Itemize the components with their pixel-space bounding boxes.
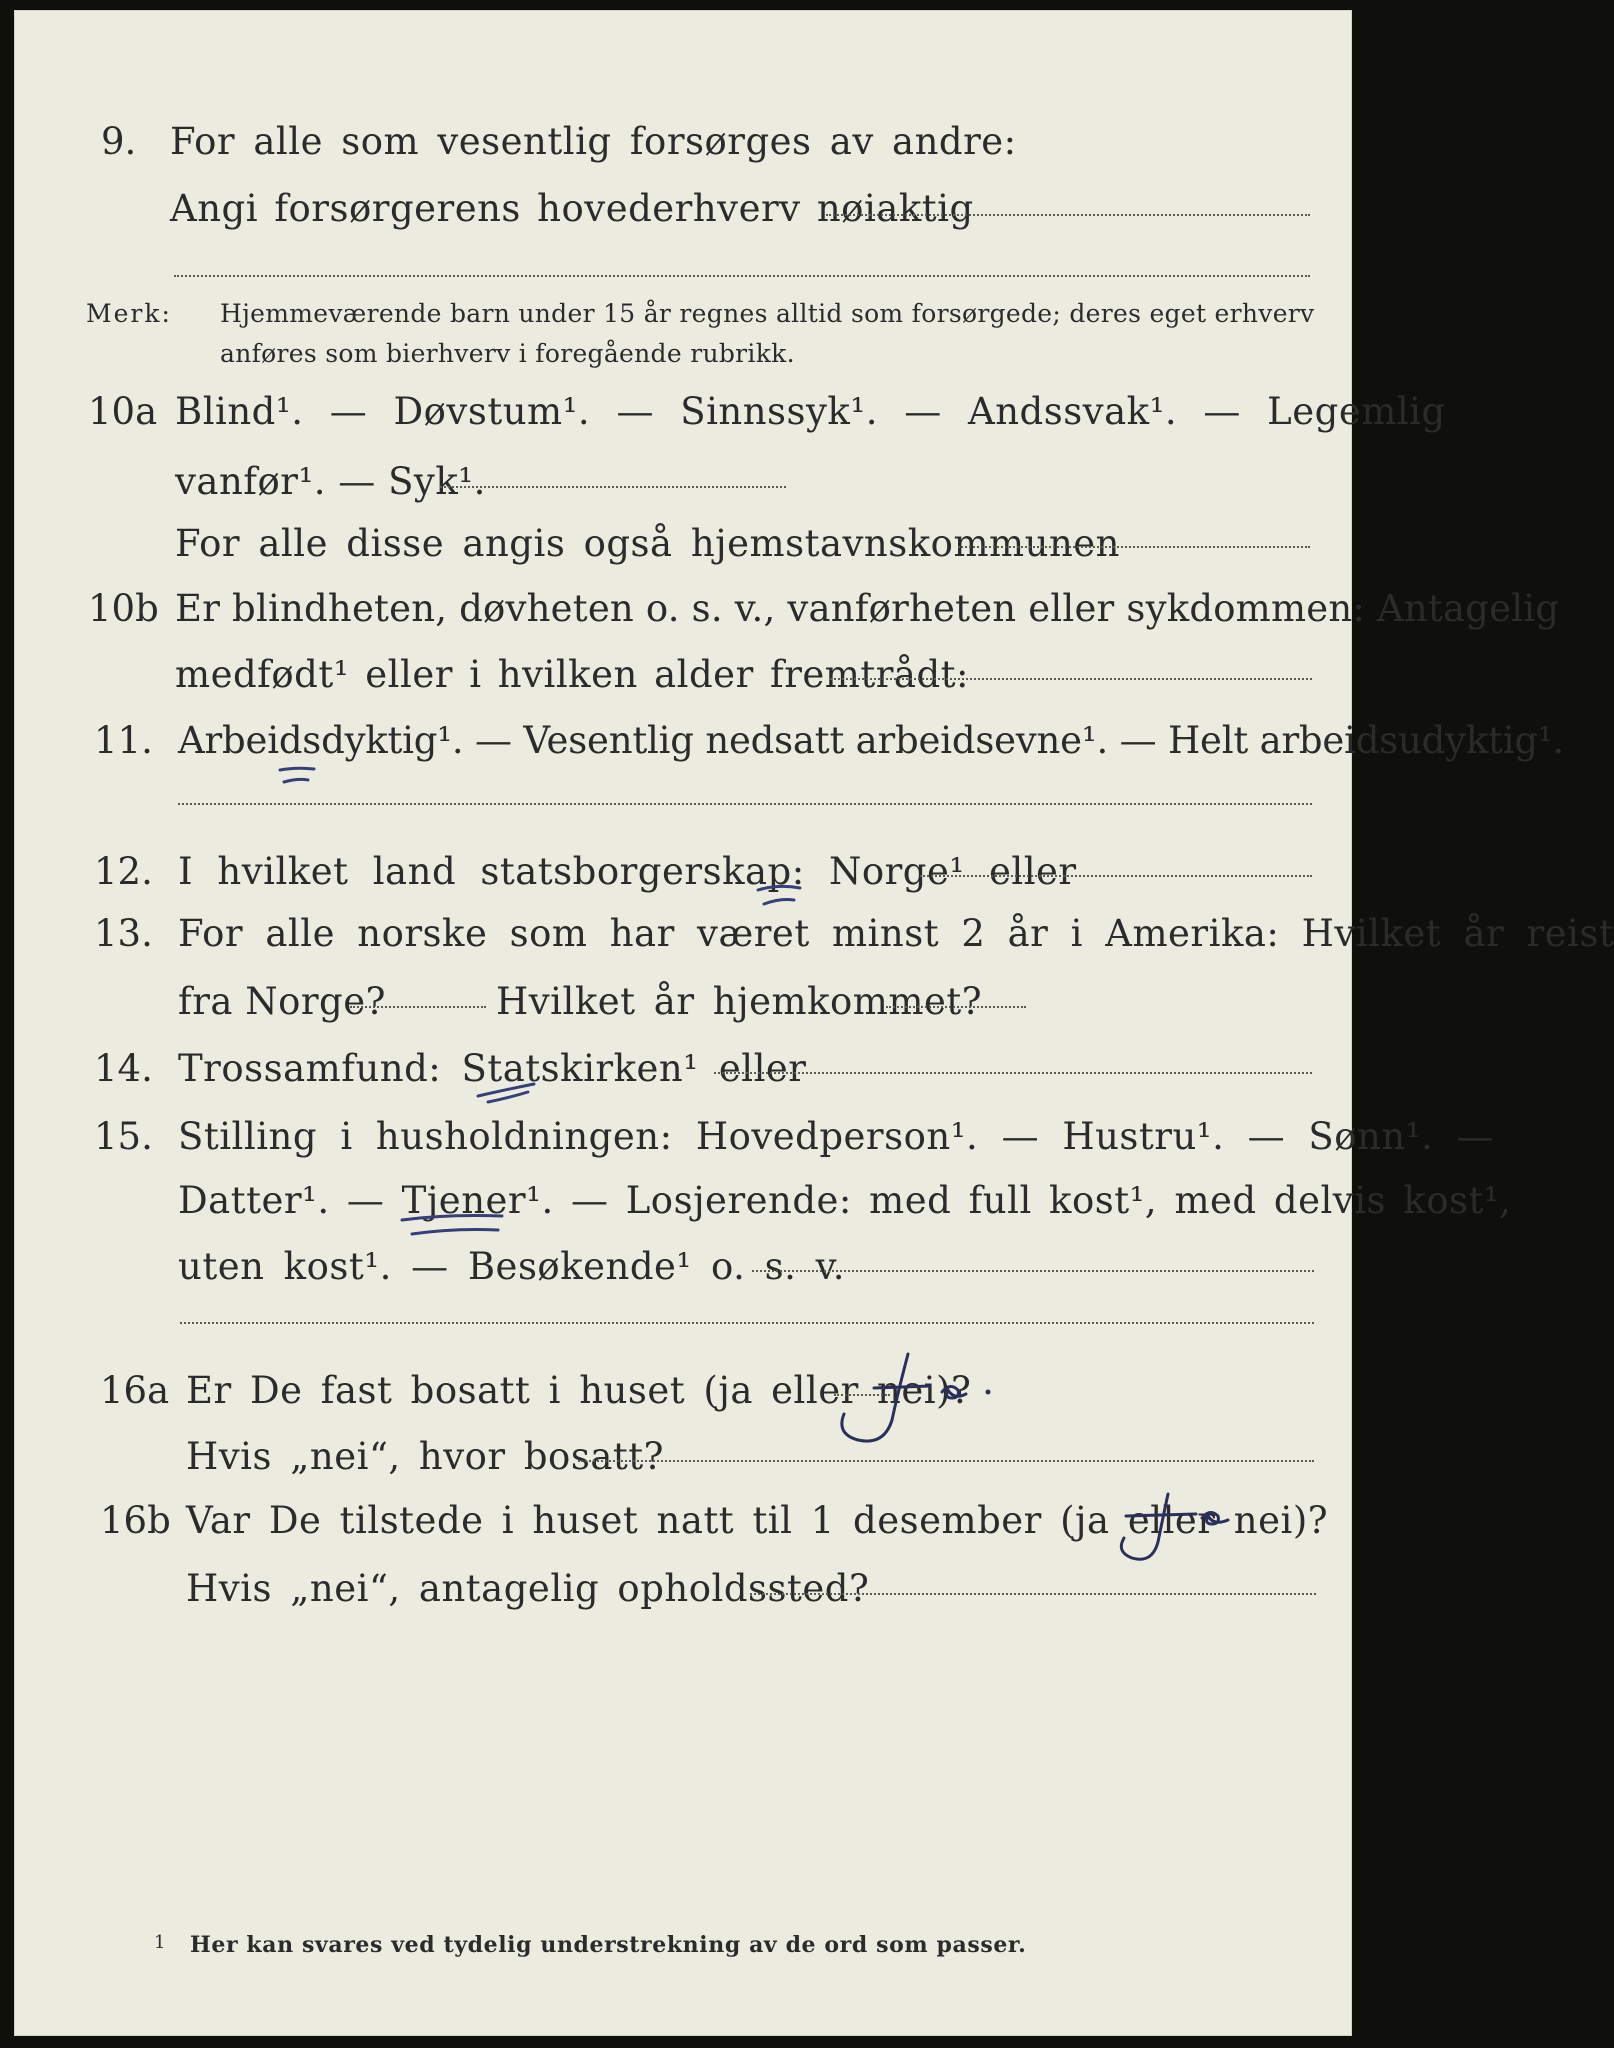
q16b-line2: Hvis „nei“, antagelig opholdssted? — [186, 1567, 870, 1610]
q10b-line2: medfødt¹ eller i hvilken alder fremtrådt: — [175, 653, 970, 696]
q13-line1: For alle norske som har været minst 2 år i Amerika: Hvilket år reist — [178, 912, 1614, 955]
q12-number: 12. — [94, 850, 153, 893]
q16a-number: 16a — [100, 1369, 170, 1412]
q10b-answer-line — [830, 678, 1312, 680]
note-label: Merk: — [86, 299, 172, 328]
q11-underline-mark — [274, 762, 324, 790]
q12-answer-line — [920, 875, 1312, 877]
q15-answer-line-2 — [180, 1322, 1314, 1324]
q14-line1: Trossamfund: Statskirken¹ eller — [178, 1047, 807, 1090]
q11-line1: Arbeidsdyktig¹. — Vesentlig nedsatt arbeidsevne¹. — Helt arbeidsudyktig¹. — [178, 719, 1565, 762]
q9-line1: For alle som vesentlig forsørges av andre: — [170, 120, 1017, 163]
q16a-line2: Hvis „nei“, hvor bosatt? — [186, 1435, 664, 1478]
q16a-answer-line — [578, 1460, 1314, 1462]
q16b-answer-handwriting — [1104, 1488, 1274, 1578]
q11-number: 11. — [94, 719, 153, 762]
q9-answer-line-2 — [174, 275, 1310, 277]
q15-line1: Stilling i husholdningen: Hovedperson¹. — Hustru¹. — Sønn¹. — — [178, 1115, 1495, 1158]
q10a-answer-line — [440, 486, 786, 488]
q16b-answer-line — [750, 1593, 1316, 1595]
q12-underline-mark — [752, 882, 810, 912]
q16a-answer-handwriting — [814, 1348, 1004, 1458]
q10a-line3: For alle disse angis også hjemstavnskommunen — [175, 522, 1121, 565]
note-line2: anføres som bierhverv i foregående rubrikk. — [220, 339, 795, 368]
q10b-line1: Er blindheten, døvheten o. s. v., vanførheten eller sykdommen: Antagelig — [175, 587, 1560, 630]
q16b-line1: Var De tilstede i huset natt til 1 desember (ja eller nei)? — [186, 1499, 1329, 1542]
q14-number: 14. — [94, 1047, 153, 1090]
q16b-number: 16b — [100, 1499, 171, 1542]
census-form-page — [14, 10, 1614, 2036]
q10a-line2: vanfør¹. — Syk¹. — [175, 460, 486, 503]
q11-answer-line — [178, 803, 1312, 805]
q9-number: 9. — [101, 120, 137, 163]
q15-line3: uten kost¹. — Besøkende¹ o. s. v. — [178, 1245, 845, 1288]
q9-line2: Angi forsørgerens hovederhverv nøiaktig — [170, 187, 974, 230]
q15-underline-mark — [398, 1212, 518, 1246]
q13-year-left-line — [350, 1006, 486, 1008]
q9-answer-line — [826, 214, 1310, 216]
q13-number: 13. — [94, 912, 153, 955]
note-line1: Hjemmeværende barn under 15 år regnes alltid som forsørgede; deres eget erhverv — [220, 299, 1315, 328]
q16a-line1: Er De fast bosatt i huset (ja eller nei)? — [186, 1369, 972, 1412]
q15-line2: Datter¹. — Tjener¹. — Losjerende: med full kost¹, med delvis kost¹, — [178, 1179, 1512, 1222]
q14-underline-mark — [474, 1076, 544, 1106]
q12-line1: I hvilket land statsborgerskap: Norge¹ eller — [178, 850, 1077, 893]
q14-answer-line — [714, 1072, 1312, 1074]
q15-answer-line — [752, 1270, 1314, 1272]
q13-line2a: fra Norge? — [178, 980, 386, 1023]
q10a-number: 10a — [88, 390, 158, 433]
footnote-mark: 1 — [154, 1932, 166, 1953]
q10b-number: 10b — [88, 587, 159, 630]
q10a-answer-line-2 — [958, 546, 1310, 548]
q13-year-returned-line — [886, 1006, 1026, 1008]
footnote-text: Her kan svares ved tydelig understrekning av de ord som passer. — [190, 1932, 1027, 1958]
q13-line2b: Hvilket år hjemkommet? — [496, 980, 983, 1023]
q10a-line1: Blind¹. — Døvstum¹. — Sinnssyk¹. — Andssvak¹. — Legemlig — [175, 390, 1446, 433]
q15-number: 15. — [94, 1115, 153, 1158]
